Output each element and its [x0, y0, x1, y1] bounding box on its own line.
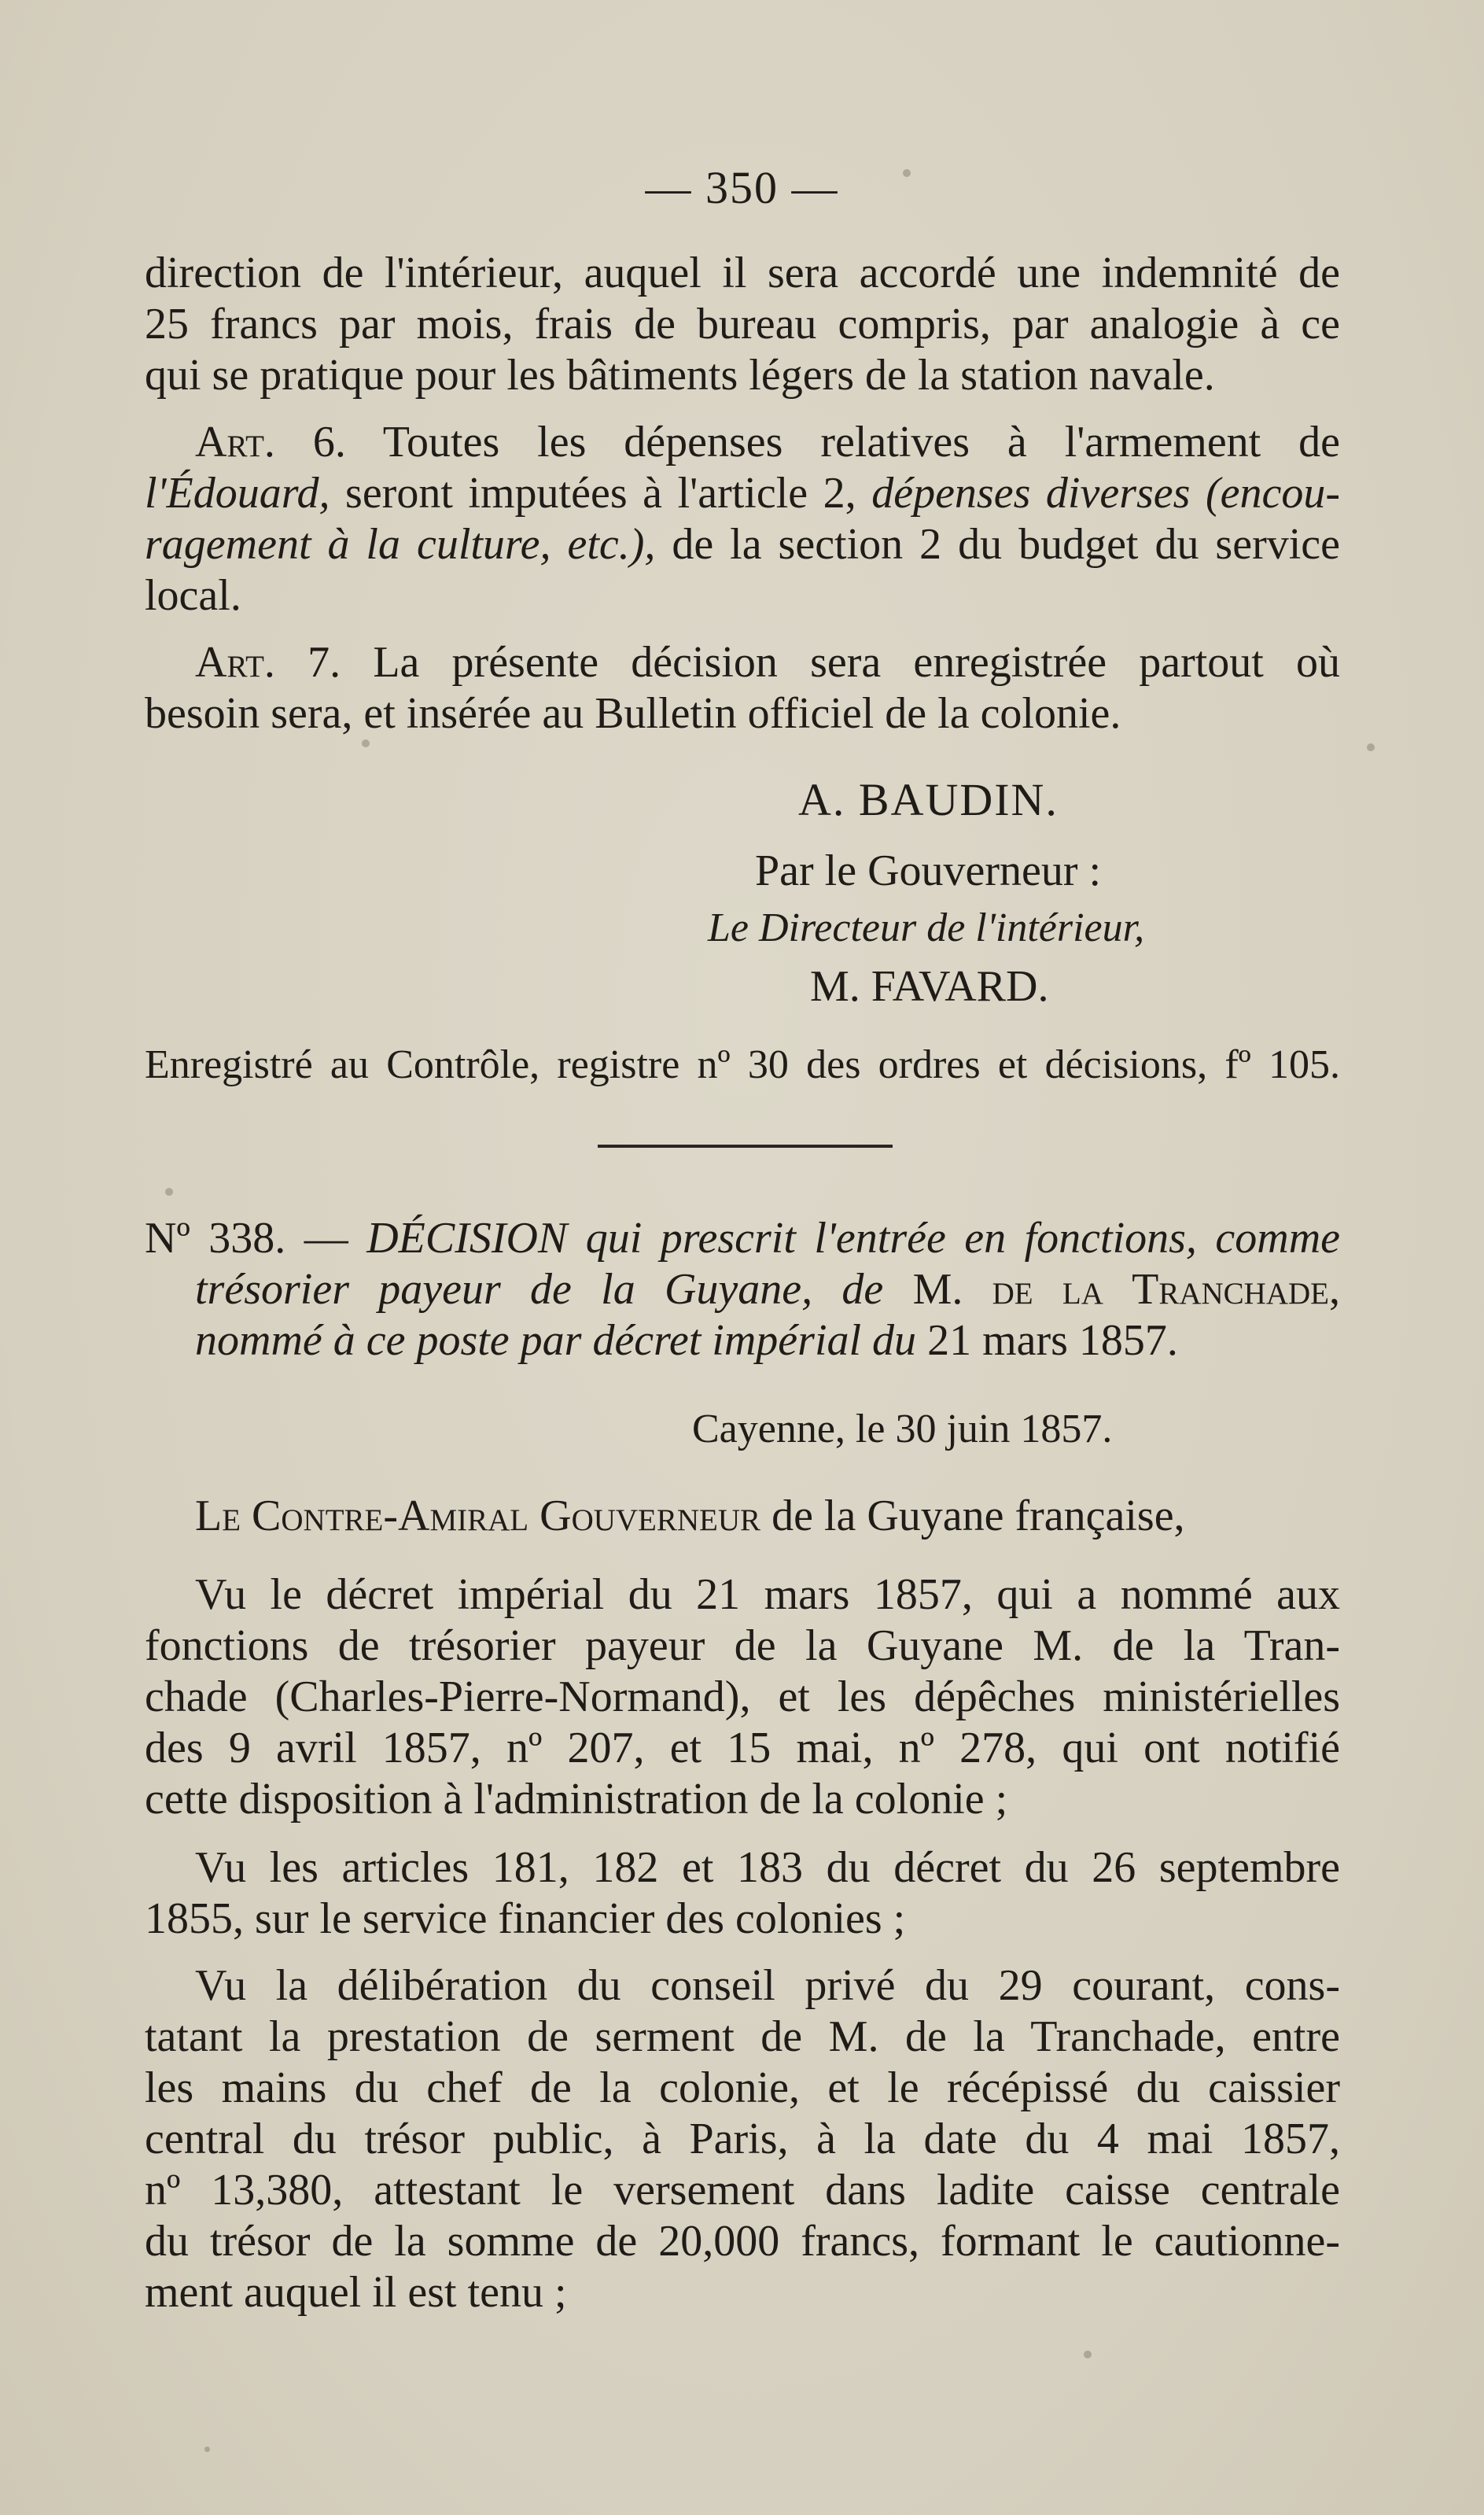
paragraph-line: Vu les articles 181, 182 et 183 du décret du 26 septembre — [195, 1843, 1340, 1892]
speck — [165, 1188, 173, 1196]
speck — [204, 2447, 210, 2452]
section-divider — [598, 1145, 893, 1148]
paragraph-line: chade (Charles-Pierre-Normand), et les dépêches ministérielles — [145, 1672, 1340, 1721]
decision-title: nommé à ce poste par décret impérial du — [195, 1316, 917, 1365]
text-line: 25 francs par mois, frais de bureau compris, par analogie à ce — [145, 300, 1340, 348]
decision-title: DÉCISION qui prescrit l'entrée en fonctions, comme — [366, 1214, 1340, 1263]
decision-heading-line — [195, 1264, 1340, 1315]
decision-number: Nº 338. — — [145, 1214, 348, 1263]
decision-date: 21 mars 1857. — [927, 1316, 1178, 1365]
paragraph-line: cette disposition à l'administration de la colonie ; — [145, 1775, 1008, 1824]
paragraph-line: des 9 avril 1857, nº 207, et 15 mai, nº 278, qui ont notifié — [145, 1724, 1340, 1772]
article-6-line — [145, 519, 1340, 570]
paragraph-line: Vu la délibération du conseil privé du 29 courant, cons- — [195, 1961, 1340, 2010]
issuer-title: Le Contre-Amiral Gouverneur — [195, 1492, 761, 1540]
signature-officer: M. FAVARD. — [810, 962, 1049, 1011]
article-7-line — [195, 637, 1340, 688]
article-text: seront imputées à l'article 2, — [330, 469, 872, 518]
article-label: Art. 7. — [195, 638, 341, 687]
signature-title: Le Directeur de l'intérieur, — [708, 905, 1145, 950]
article-text: La présente décision sera enregistrée partout où — [373, 638, 1341, 687]
place-date: Cayenne, le 30 juin 1857. — [692, 1407, 1113, 1451]
ship-name: l'Édouard, — [145, 469, 330, 518]
paragraph-line: les mains du chef de la colonie, et le récépissé du caissier — [145, 2063, 1340, 2112]
decision-title: trésorier payeur de la Guyane, de — [195, 1265, 884, 1314]
speck — [1367, 743, 1375, 751]
article-6-line — [195, 417, 1340, 467]
paragraph-line: tatant la prestation de serment de M. de la Tranchade, entre — [145, 2012, 1340, 2061]
article-6-line — [145, 468, 1340, 518]
speck — [362, 739, 370, 747]
decision-heading-line — [195, 1315, 1340, 1366]
paragraph-line: 1855, sur le service financier des colonies ; — [145, 1894, 906, 1943]
text-line: direction de l'intérieur, auquel il sera accordé une indemnité de — [145, 249, 1340, 297]
article-label: Art. 6. — [195, 418, 346, 466]
text-line: qui se pratique pour les bâtiments légers de la station navale. — [145, 351, 1215, 400]
paragraph-line: Vu le décret impérial du 21 mars 1857, qui a nommé aux — [195, 1570, 1340, 1619]
signature-name: A. BAUDIN. — [798, 774, 1059, 825]
speck — [1084, 2351, 1092, 2358]
issuer-line — [195, 1491, 1340, 1541]
page-number: — 350 — — [645, 162, 839, 213]
paragraph-line: central du trésor public, à Paris, à la date du 4 mai 1857, — [145, 2115, 1340, 2163]
paragraph-line: du trésor de la somme de 20,000 francs, formant le cautionne- — [145, 2217, 1340, 2266]
article-text-italic: dépenses diverses (encou- — [871, 469, 1340, 518]
decision-heading-line — [145, 1213, 1340, 1263]
article-6-line: local. — [145, 571, 241, 620]
article-text: Toutes les dépenses relatives à l'armement de — [382, 418, 1340, 466]
paragraph-line: nº 13,380, attestant le versement dans ladite caisse centrale — [145, 2166, 1340, 2214]
paragraph-line: fonctions de trésorier payeur de la Guyane M. de la Tran- — [145, 1621, 1340, 1670]
article-text: de la section 2 du budget du service — [655, 520, 1340, 569]
signature-by: Par le Gouverneur : — [755, 846, 1102, 895]
article-text-italic: ragement à la culture, etc.), — [145, 520, 656, 569]
paragraph-line: ment auquel il est tenu ; — [145, 2268, 567, 2317]
article-7-line: besoin sera, et insérée au Bulletin officiel de la colonie. — [145, 689, 1121, 738]
registration-note: Enregistré au Contrôle, registre nº 30 des ordres et décisions, fº 105. — [145, 1042, 1340, 1087]
issuer-text: de la Guyane française, — [760, 1492, 1185, 1540]
person-name: M. de la Tranchade, — [912, 1265, 1341, 1314]
